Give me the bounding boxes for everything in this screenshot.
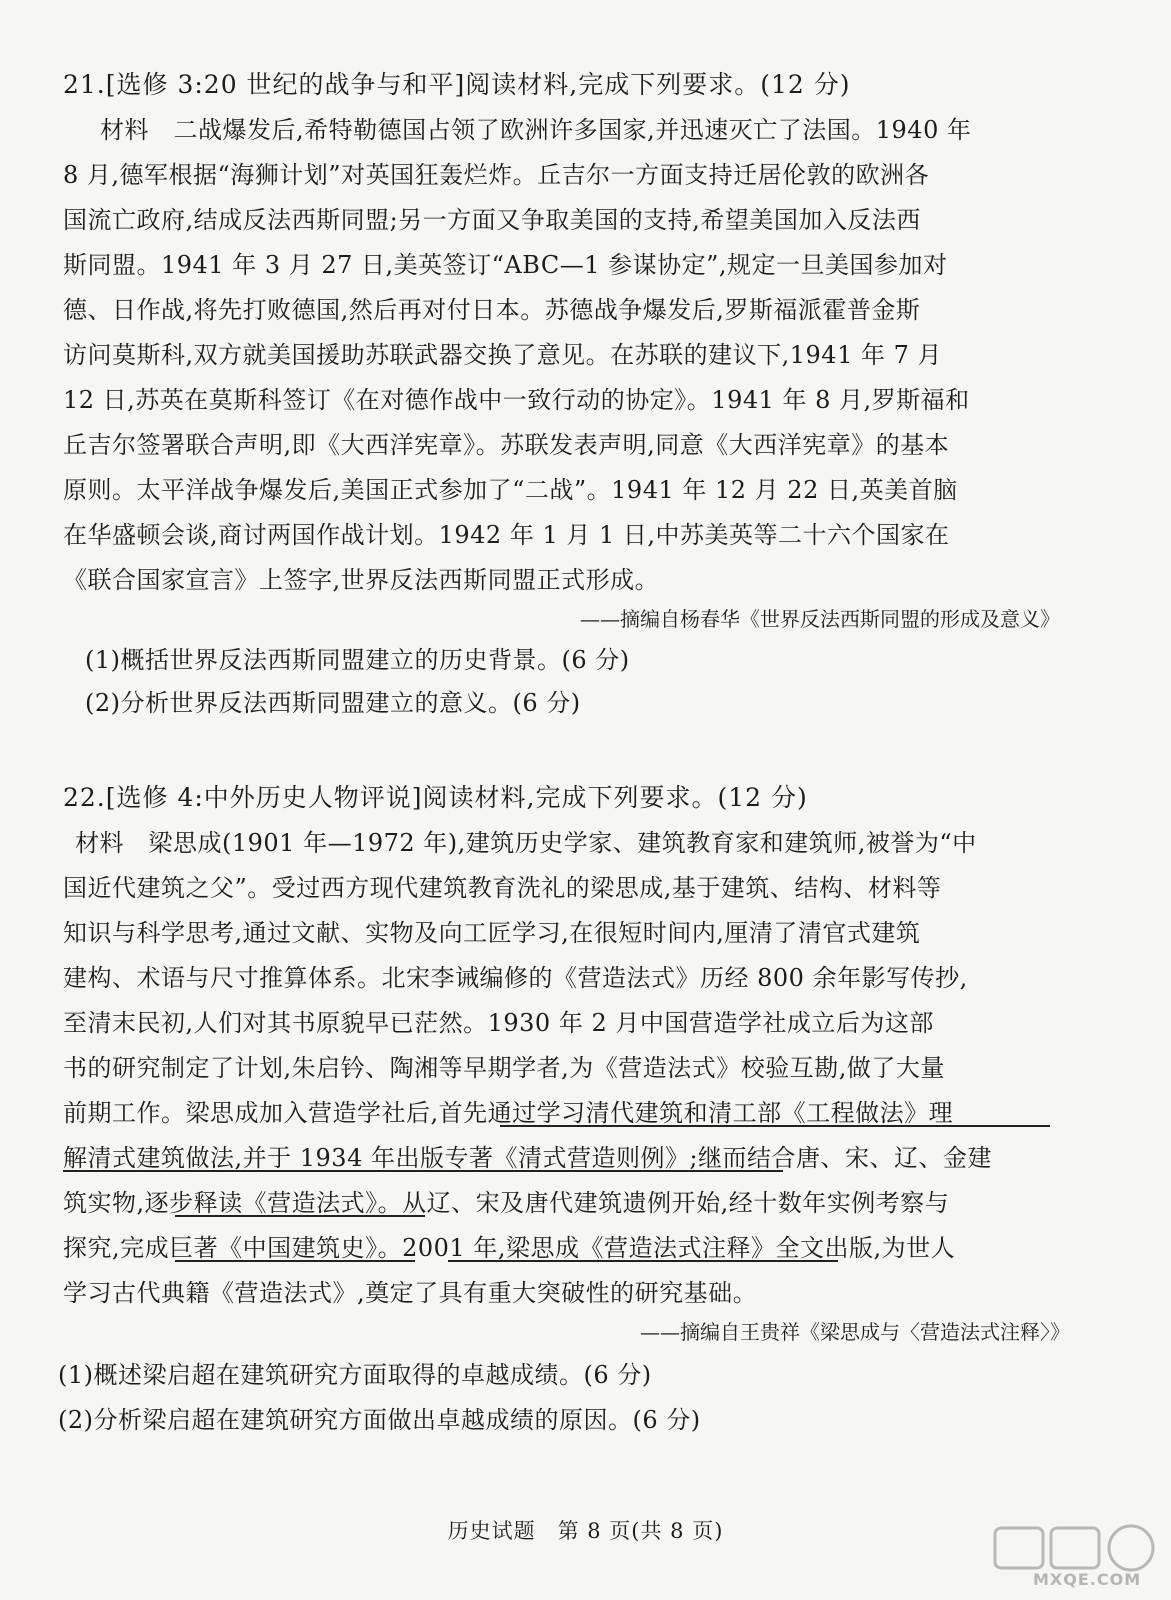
material-line: 探究,完成巨著《中国建筑史》。2001 年,梁思成《营造法式注释》全文出版,为世人 <box>63 1234 956 1262</box>
material-line: 《联合国家宣言》上签字,世界反法西斯同盟正式形成。 <box>63 566 660 594</box>
question-22-source: ——摘编自王贵祥《梁思成与〈营造法式注释〉》 <box>640 1320 1070 1344</box>
material-line: 建构、术语与尺寸推算体系。北宋李诫编修的《营造法式》历经 800 余年影写传抄, <box>63 964 968 992</box>
material-line: 斯同盟。1941 年 3 月 27 日,美英签订“ABC—1 参谋协定”,规定一旦美国参加对 <box>63 251 948 279</box>
material-line: 解清式建筑做法,并于 1934 年出版专著《清式营造则例》;继而结合唐、宋、辽、金建 <box>63 1144 993 1172</box>
material-line: 国流亡政府,结成反法西斯同盟;另一方面又争取美国的支持,希望美国加入反法西 <box>63 206 921 234</box>
pen-underline <box>63 1170 783 1172</box>
material-line: 丘吉尔签署联合声明,即《大西洋宪章》。苏联发表声明,同意《大西洋宪章》的基本 <box>63 431 950 459</box>
material-line: 原则。太平洋战争爆发后,美国正式参加了“二战”。1941 年 12 月 22 日,英美首脑 <box>63 476 958 504</box>
question-22-sub-1: (1)概述梁启超在建筑研究方面取得的卓越成绩。(6 分) <box>58 1361 652 1389</box>
material-line: 12 日,苏英在莫斯科签订《在对德作战中一致行动的协定》。1941 年 8 月,罗斯福和 <box>63 386 970 414</box>
material-line: 国近代建筑之父”。受过西方现代建筑教育洗礼的梁思成,基于建筑、结构、材料等 <box>63 874 942 902</box>
material-line: 材料 二战爆发后,希特勒德国占领了欧洲许多国家,并迅速灭亡了法国。1940 年 <box>100 116 972 144</box>
question-22-sub-2: (2)分析梁启超在建筑研究方面做出卓越成绩的原因。(6 分) <box>58 1406 701 1434</box>
watermark-logo <box>993 1524 1163 1590</box>
question-21-header: 21.[选修 3:20 世纪的战争与和平]阅读材料,完成下列要求。(12 分) <box>63 70 851 99</box>
question-21-source: ——摘编自杨春华《世界反法西斯同盟的形成及意义》 <box>580 607 1060 631</box>
material-line: 前期工作。梁思成加入营造学社后,首先通过学习清代建筑和清工部《工程做法》理 <box>63 1099 954 1127</box>
material-line: 德、日作战,将先打败德国,然后再对付日本。苏德战争爆发后,罗斯福派霍普金斯 <box>63 296 921 324</box>
material-line: 材料 梁思成(1901 年—1972 年),建筑历史学家、建筑教育家和建筑师,被誉为“中 <box>75 829 977 857</box>
pen-underline <box>448 1260 838 1262</box>
question-22-header: 22.[选修 4:中外历史人物评说]阅读材料,完成下列要求。(12 分) <box>63 783 808 812</box>
material-line: 8 月,德军根据“海狮计划”对英国狂轰烂炸。丘吉尔一方面支持迁居伦敦的欧洲各 <box>63 161 930 189</box>
pen-underline <box>175 1260 415 1262</box>
question-21-sub-2: (2)分析世界反法西斯同盟建立的意义。(6 分) <box>85 689 581 717</box>
material-line: 筑实物,逐步释读《营造法式》。从辽、宋及唐代建筑遗例开始,经十数年实例考察与 <box>63 1189 950 1217</box>
material-line: 书的研究制定了计划,朱启钤、陶湘等早期学者,为《营造法式》校验互勘,做了大量 <box>63 1054 945 1082</box>
pen-underline <box>500 1125 1050 1127</box>
material-line: 知识与科学思考,通过文献、实物及向工匠学习,在很短时间内,厘清了清官式建筑 <box>63 919 921 947</box>
pen-underline <box>175 1215 425 1217</box>
material-line: 学习古代典籍《营造法式》,奠定了具有重大突破性的研究基础。 <box>63 1279 758 1307</box>
page-footer: 历史试题 第 8 页(共 8 页) <box>447 1519 724 1543</box>
material-line: 在华盛顿会谈,商讨两国作战计划。1942 年 1 月 1 日,中苏美英等二十六个国家在 <box>63 521 950 549</box>
material-line: 至清末民初,人们对其书原貌早已茫然。1930 年 2 月中国营造学社成立后为这部 <box>63 1009 934 1037</box>
material-line: 访问莫斯科,双方就美国援助苏联武器交换了意见。在苏联的建议下,1941 年 7 月 <box>63 341 942 369</box>
question-21-sub-1: (1)概括世界反法西斯同盟建立的历史背景。(6 分) <box>85 646 630 674</box>
watermark-logo-text: MXQE.COM <box>1033 1570 1142 1589</box>
